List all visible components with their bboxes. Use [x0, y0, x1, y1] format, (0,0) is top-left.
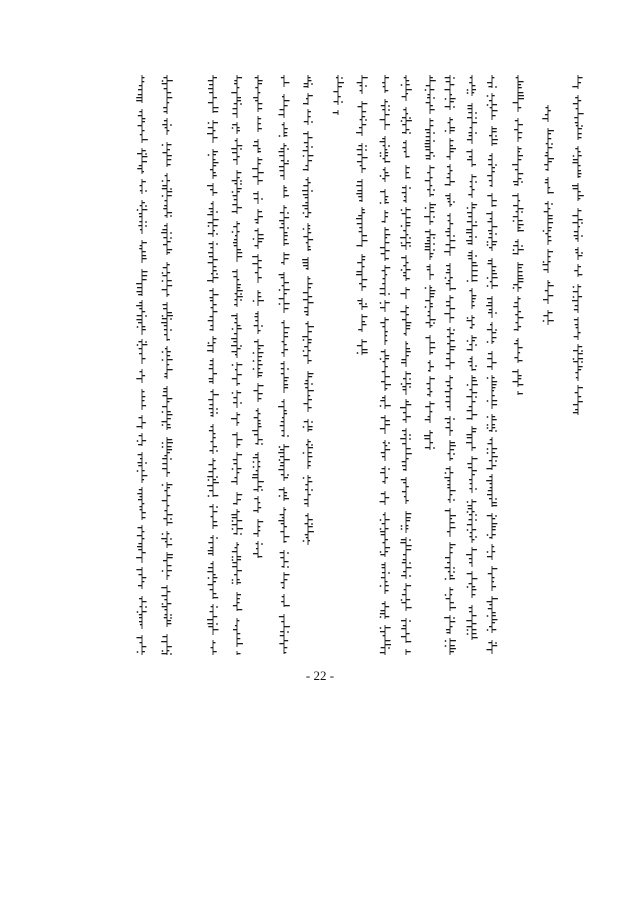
text-line-6 [276, 0, 292, 905]
text-line-13 [442, 0, 458, 905]
text-line-7 [300, 0, 316, 905]
text-line-2 [159, 0, 175, 905]
page-number: - 22 - [305, 668, 335, 683]
text-line-4 [229, 0, 245, 905]
text-line-1 [134, 0, 150, 905]
text-line-12 [422, 0, 438, 905]
text-line-5 [250, 0, 266, 905]
text-line-9 [354, 0, 370, 905]
text-line-3 [205, 0, 221, 905]
text-line-15 [484, 0, 500, 905]
text-line-8 [330, 0, 346, 905]
text-line-16 [510, 0, 526, 905]
text-line-14 [464, 0, 480, 905]
text-line-17 [540, 0, 556, 905]
text-line-11 [398, 0, 414, 905]
text-line-10 [377, 0, 393, 905]
text-line-18 [570, 0, 586, 905]
